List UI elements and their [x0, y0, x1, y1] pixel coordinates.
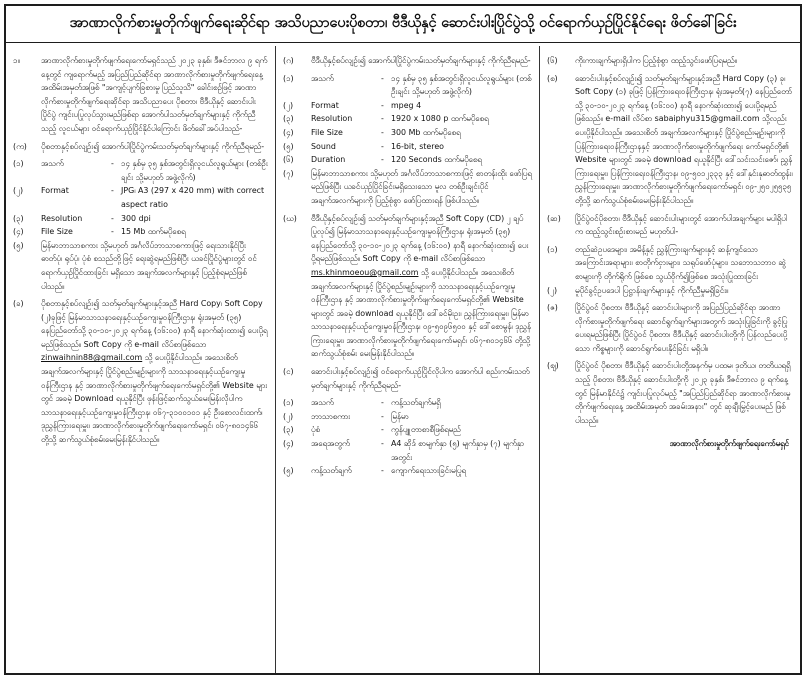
item-dash: -	[111, 186, 114, 196]
item-number: (၂)	[13, 186, 24, 196]
item-value: တည်ဆဲဥပဒေများ၊ အမိန့်နှင့် ညွှန်ကြားချက်များနှင့် ဆန့်ကျင်သော အကြောင်းအရာများ၊ စာတိုက်ငှားများ၊ သရုပ်ဖော်ပုံများ၊ သဘောသဘာဝ ဆွဲစာများကို တိုက်ရိုက် ဖြစ်စေ သွယ်ဝိုက်၍ဖြစ်စေ အသုံးပြုထားခြင်း	[575, 244, 787, 281]
item-value: ကျောက်ရေးသားခြင်းမပြုရ	[391, 466, 466, 476]
section-text: ဆောင်းပါးနှင့်စပ်လျဉ်း၍ ဝင်ရောက်ယှဉ်ပြိုင်လိုပါက အောက်ပါ စည်းကမ်းသတ်မှတ်ချက်များနှင့် ကိုက်ညီရမည်-	[311, 367, 530, 390]
item-number: (၂)	[283, 100, 294, 110]
item-value: မြန်မာဘာသာစကား သို့မဟုတ် အင်္ဂလိပ်ဘာသာစကားဖြင့် ရေးသားနိုင်ပြီး ဓာတ်ပုံ၊ ရုပ်ပုံ၊ ပုံစံ စသည်တို့ဖြင့် ရေးဆွဲရမည်ဖြစ်ပြီး ယခင်ပြိုင်ပွဲများတွင် ဝင်ရောက်ယှဉ်ပြိုင်ထားခြင်း မရှိသော အချက်အလက်များနှင့် ပြည့်စုံရမည်ဖြစ်ပါသည်။	[41, 240, 257, 291]
item-key: အသက်	[311, 73, 334, 83]
item-value: မူပိုင်ခွင့်ဥပဒေပါ ပြဋ္ဌာန်းချက်များနှင့် ကိုက်ညီမှုမရှိခြင်း။	[575, 285, 729, 295]
item-number: (၆)	[283, 155, 294, 165]
section-number: (ဂ)	[283, 56, 294, 65]
list-item	[283, 410, 532, 424]
list-item	[283, 464, 532, 478]
section-poster-submission	[13, 297, 268, 447]
list-item	[283, 437, 532, 464]
item-dash: -	[381, 100, 384, 110]
item-value: mpeg 4	[391, 100, 422, 110]
item-number: (၄)	[13, 227, 24, 237]
item-value: မြန်မာဘာသာစကား သို့မဟုတ် အင်္ဂလိပ်ဘာသာစကားဖြင့် စာတန်းထိုး ဖော်ပြရမည်ဖြစ်ပြီး ယခင်ယှဉ်ပြိုင်ခြင်းမရှိသေးသော မူလ တစ်ဦးချင်းပိုင် အချက်အလက်များကို ပြည့်စုံစွာ ဖော်ပြထားရန် ဖြစ်ပါသည်။	[311, 168, 532, 205]
list-item	[283, 423, 532, 437]
item-key: Format	[41, 186, 69, 196]
item-number: (၃)	[283, 425, 294, 435]
section-text	[41, 297, 268, 447]
item-key: ကန့်သတ်ချက်	[311, 466, 352, 476]
item-number: (၅)	[13, 240, 24, 250]
list-item	[283, 126, 532, 140]
section-text	[311, 212, 532, 362]
item-number: (၄)	[283, 127, 294, 137]
list-item	[283, 396, 532, 410]
item-number: (၂)	[547, 285, 558, 295]
item-key: အရေအတွက်	[311, 439, 350, 449]
section-number: (င)	[283, 367, 294, 377]
item-number: (၅)	[283, 141, 294, 151]
item-dash: -	[381, 141, 384, 151]
item-number: (၁)	[283, 398, 294, 408]
item-number: (၁)	[13, 159, 24, 169]
section-text-part: ဗီဒီယိုနှင့်စပ်လျဉ်း၍ သတ်မှတ်ချက်များနှင့်အညီ Soft Copy (CD) ၂ ချပ် ပြုလုပ်၍ မြန်မာသာသနာရေးနှင့်ယဉ်ကျေးမှုဝန်ကြီးဌာန၊ ရုံးအမှတ် (၃၅) နေပြည်တော်သို့ ၃၀-၁၀-၂၀၂၃ ရက်နေ့ (၁၆:၀၀) နာရီ နောက်ဆုံးထား၍ ပေးပို့ရမည်ဖြစ်သည်။ Soft Copy ကို e-mail လိပ်စာဖြစ်သော	[311, 213, 529, 264]
item-key: အသက်	[311, 398, 334, 408]
item-value: ကွန်ပျူတာစာစီဖြစ်ရမည်	[391, 425, 461, 435]
list-item	[13, 157, 268, 184]
section-text: ပိုစတာနှင့်စပ်လျဉ်း၍ အောက်ပါပြိုင်ပွဲကမ်းသတ်မှတ်ချက်များနှင့် ကိုက်ညီရမည်-	[41, 141, 265, 151]
list-item	[13, 225, 268, 239]
item-value: ကန့်သတ်ချက်မရှိ	[391, 398, 441, 408]
item-number: (၃)	[13, 213, 24, 223]
item-value: 300 Mb ထက်မပိုစေရ	[391, 127, 461, 137]
section-article-rules	[283, 365, 532, 392]
item-value: ၁၄ နှစ်မှ ၃၅ နှစ်အတွင်းရှိလူငယ်လူရွယ်များ (တစ်ဦးချင်း သို့မဟုတ် အဖွဲ့လိုက်)	[391, 73, 532, 97]
section-usage-rights	[547, 301, 793, 355]
item-dash: -	[111, 227, 114, 237]
section-number: (စ)	[547, 73, 558, 83]
section-number: (ဃ)	[283, 213, 297, 223]
item-key: ပုံစံ	[311, 425, 320, 435]
email-link[interactable]: zinwaihnin88@gmail.com	[41, 353, 143, 363]
item-number: (၇)	[283, 168, 294, 178]
list-item	[547, 54, 793, 68]
column-2	[276, 46, 540, 673]
item-key: ဘာသာစကား	[311, 411, 351, 421]
section-video-submission	[283, 212, 532, 362]
section-article-submission	[547, 72, 793, 208]
item-value: 16-bit, stereo	[391, 141, 445, 151]
item-key: Sound	[311, 141, 336, 151]
section-number: (က)	[13, 141, 27, 151]
item-dash: -	[381, 398, 384, 408]
item-dash: -	[381, 439, 384, 449]
list-item	[283, 140, 532, 154]
item-number: (၅)	[283, 466, 294, 476]
item-dash: -	[381, 73, 384, 83]
paragraph-text: အာဏာလိုက်စားမှုတိုက်ဖျက်ရေးကော်မရှင်သည် ၂၀၂၃ ခုနှစ်၊ ဒီဇင်ဘာလ ၉ ရက်နေ့တွင် ကျရောက်မည့် အပြည်ပြည်ဆိုင်ရာ အာဏာလိုက်စားမှုတိုက်ဖျက်ရေးနေ့ အထိမ်းအမှတ်အဖြစ် "အကျင့်ပျက်ခြစားမှု ပြည်သူသိ" ခေါင်းစဉ်ဖြင့် အာဏာလိုက်စားမှုတိုက်ဖျက်ရေးဆိုင်ရာ အသိပညာပေး ပိုစတာ၊ ဗီဒီယိုနှင့် ဆောင်းပါးပြိုင်ပွဲ ကျင်းပပြုလုပ်သွားမည်ဖြစ်ရာ အောက်ပါသတ်မှတ်ချက်များနှင့် ကိုက်ညီသည့် လူငယ်များ ဝင်ရောက်ယှဉ်ပြိုင်နိုင်ပါကြောင်း ဖိတ်ခေါ်အပ်ပါသည်-	[41, 56, 268, 133]
section-text-part: သို့ ပေးပို့နိုင်ပါသည်။ အသေးစိတ် အချက်အလက်များနှင့် ပြိုင်ပွဲစည်းမျဉ်းများကို သာသနာရေးနှင့်ယဉ်ကျေးမှုဝန်ကြီးဌာန နှင့် အာဏာလိုက်စားမှုတိုက်ဖျက်ရေးကော်မရှင်တို့၏ Website များတွင် အခမဲ့ Download ရယူနိုင်ပြီး ဖုန်းဖြင့်ဆက်သွယ်မေးမြန်းလိုပါက သာသနာရေးနှင့်ယဉ်ကျေးမှုဝန်ကြီးဌာန၊ ၀၆၇-၃၁၀၀၁၀၁ နှင့် ဦးစောလင်းထက်၊ ဒုညွှန်ကြားရေးမှူး၊ အာဏာလိုက်စားမှုတိုက်ဖျက်ရေးကော်မရှင်၊ ၀၆၇-၈၀၁၄၆၆ တို့သို့ ဆက်သွယ်စုံစမ်းမေးမြန်းနိုင်ပါသည်။	[41, 353, 268, 445]
item-value: 120 Seconds ထက်မပိုစေရ	[391, 155, 482, 165]
item-value: 1920 x 1080 p ထက်မပိုစေရ	[391, 114, 489, 124]
item-dash: -	[111, 159, 114, 169]
signature: အာဏာလိုက်စားမှုတိုက်ဖျက်ရေးကော်မရှင်	[669, 439, 789, 449]
section-text-part: သို့ ပေးပို့နိုင်ပါသည်။ အသေးစိတ် အချက်အလက်များနှင့် ပြိုင်ပွဲစည်းမျဉ်းများကို သာသနာရေးနှင့်ယဉ်ကျေးမှုဝန်ကြီးဌာန နှင့် အာဏာလိုက်စားမှုတိုက်ဖျက်ရေးကော်မရှင်တို့၏ Website များတွင် အခမဲ့ download ရယူနိုင်ပြီး ဒေါ်ခင်မိုးဥး၊ ညွှန်ကြားရေးမှူး၊ မြန်မာသာသနာရေးနှင့်ယဉ်ကျေးမှုဝန်ကြီးဌာန၊ ၀၉-၅၀၉၆၅၀၀ နှင့် ဒေါ်စောမွန်၊ ဒုညွှန်ကြားရေးမှူး၊ အာဏာလိုက်စားမှုတိုက်ဖျက်ရေးကော်မရှင်၊ ၀၆၇-၈၀၁၄၆၆ တို့သို့ ဆက်သွယ်စုံစမ်း မေးမြန်းနိုင်ပါသည်။	[311, 267, 531, 359]
item-value: 300 dpi	[121, 213, 151, 223]
item-number: (၄)	[283, 439, 294, 449]
notice-columns	[6, 46, 800, 673]
section-text: ပြိုင်ပွဲဝင် ပိုစတာ၊ ဗီဒီယိုနှင့် ဆောင်းပါးတို့အနက်မှ ပထမ၊ ဒုတိယ၊ တတိယရရှိသည့် ပိုစတာ၊ ဗီဒီယိုနှင့် ဆောင်းပါးတို့ကို ၂၀၂၃ ခုနှစ်၊ ဒီဇင်ဘာလ ၉ ရက်နေ့တွင် မြန်မာနိုင်ငံ၌ ကျင်းပပြုလုပ်မည့် "အပြည်ပြည်ဆိုင်ရာ အာဏာလိုက်စားမှု တိုက်ဖျက်ရေးနေ့ အထိမ်းအမှတ် အခမ်းအနား" တွင် ဆုချီးမြှင့်ပေးမည် ဖြစ်ပါသည်။	[575, 361, 791, 425]
section-poster-rules	[13, 140, 268, 154]
list-item	[547, 284, 793, 298]
paragraph-number: ၁။	[13, 56, 20, 65]
list-item	[283, 99, 532, 113]
item-dash: -	[381, 155, 384, 165]
item-dash: -	[381, 425, 384, 435]
item-value: JPG၊ A3 (297 x 420 mm) with correct aspect ratio	[121, 186, 265, 209]
item-key: File Size	[311, 127, 343, 137]
section-number: (ဆ)	[547, 213, 561, 223]
item-number: (၁)	[547, 244, 558, 254]
list-item	[547, 243, 793, 284]
item-number: (၆)	[547, 56, 558, 65]
section-text: ပြိုင်ပွဲဝင် ပိုစတာ၊ ဗီဒီယိုနှင့် ဆောင်းပါးများကို အပြည်ပြည်ဆိုင်ရာ အာဏာလိုက်စားမှုတိုက်ဖျက်ရေး ဆောင်ရွက်ချက်များအတွက် အသုံးပြုခြင်းကို ခွင့်ပြုပေးရမည်ဖြစ်ပြီး ပြိုင်ပွဲဝင် ပိုစတာ၊ ဗီဒီယိုနှင့် ဆောင်းပါးတို့ကို ပြန်လည်ပေးပို့သော ကိစ္စများကို ဆောင်ရွက်ပေးနိုင်ခြင်း မရှိပါ။	[575, 303, 788, 353]
column-3	[540, 46, 800, 673]
item-key: File Size	[41, 227, 73, 237]
notice-title: အာဏာလိုက်စားမှုတိုက်ဖျက်ရေးဆိုင်ရာ အသိပညာပေးပိုစတာ၊ ဗီဒီယိုနှင့် ဆောင်းပါးပြိုင်ပွဲသို့ ဝင်ရောက်ယှဉ်ပြိုင်နိုင်ရေး ဖိတ်ခေါ်ခြင်း	[6, 6, 800, 43]
list-item	[13, 239, 268, 293]
item-dash: -	[381, 127, 384, 137]
item-key: Format	[311, 100, 339, 110]
item-value: A4 ဆိုဒ် စာမျက်နှာ (၅) မျက်နှာမှ (၇) မျက်နှာအတွင်း	[391, 439, 524, 462]
section-number: (ခ)	[13, 299, 24, 309]
list-item	[283, 112, 532, 126]
section-text: ဆောင်းပါးနှင့်စပ်လျဉ်း၍ သတ်မှတ်ချက်များနှင့်အညီ Hard Copy (၃) ခု၊ Soft Copy (၁) ခုဖြင့် ပြန်ကြားရေးဝန်ကြီးဌာန၊ ရုံးအမှတ်(၇) နေပြည်တော်သို့ ၃၀-၁၀-၂၀၂၃ ရက်နေ့ (၁၆:၀၀) နာရီ နောက်ဆုံးထား၍ ပေးပို့ရမည်ဖြစ်သည်။ e-mail လိပ်စာ sabaiphyu315@gmail.com သို့လည်း ပေးပို့နိုင်ပါသည်။ အသေးစိတ် အချက်အလက်များနှင့် ပြိုင်ပွဲစည်းမျဉ်းများကို ပြန်ကြားရေးဝန်ကြီးဌာနနှင့် အာဏာလိုက်စားမှုတိုက်ဖျက်ရေး ကော်မရှင်တို့၏ Website များတွင် အခမဲ့ download ရယူနိုင်ပြီး ဒေါ်သင်းသင်းဇော်၊ ညွှန်ကြားရေးမှူး၊ ပြန်ကြားရေးဝန်ကြီးဌာန၊ ၀၉-၅၀၁၂၃၃၃ နှင့် ဒေါ်နှင်းနုဓာတ်ထွန်း၊ ညွှန်ကြားရေးမှူး၊ အာဏာလိုက်စားမှုတိုက်ဖျက်ရေးကော်မရှင်၊ ၀၉-၂၅၀၂၅၅၃၅ တို့သို့ ဆက်သွယ်စုံစမ်းမေးမြန်းနိုင်ပါသည်။	[575, 73, 793, 205]
section-number: (ဈ)	[547, 361, 559, 371]
item-value: 15 Mb ထက်မပိုစေရ	[121, 227, 186, 237]
section-text: ဗီဒီယိုနှင့်စပ်လျဉ်း၍ အောက်ပါပြိုင်ပွဲကမ်းသတ်မှတ်ချက်များနှင့် ကိုက်ညီရမည်-	[311, 56, 531, 65]
item-key: အသက်	[41, 159, 64, 169]
item-number: (၂)	[283, 411, 294, 421]
item-value: ကိုးကားချက်များရှိပါက ပြည့်စုံစွာ ထည့်သွင်းဖော်ပြရမည်။	[575, 56, 737, 65]
item-dash: -	[381, 114, 384, 124]
item-key: Resolution	[41, 213, 83, 223]
list-item	[283, 72, 532, 99]
section-awards	[547, 359, 793, 427]
item-key: Duration	[311, 155, 346, 165]
item-value: မြန်မာ	[391, 411, 409, 421]
item-number: (၁)	[283, 73, 294, 83]
section-exclusions	[547, 212, 793, 239]
item-key: Resolution	[311, 114, 353, 124]
item-dash: -	[381, 466, 384, 476]
item-value: ၁၄ နှစ်မှ ၃၅ နှစ်အတွင်းရှိလူငယ်လူရွယ်များ (တစ်ဦးချင်း သို့မဟုတ် အဖွဲ့လိုက်)	[121, 159, 268, 182]
paragraph-1	[13, 54, 268, 136]
item-dash: -	[381, 411, 384, 421]
section-video-rules	[283, 54, 532, 68]
list-item	[283, 153, 532, 167]
section-number: (ဇ)	[547, 303, 558, 313]
column-1	[6, 46, 276, 673]
item-dash: -	[111, 213, 114, 223]
list-item	[283, 167, 532, 208]
email-link[interactable]: ms.khinmoeou@gmail.com	[311, 267, 419, 277]
section-text: ပြိုင်ပွဲဝင်ပိုစတာ၊ ဗီဒီယိုနှင့် ဆောင်းပါးများတွင် အောက်ပါအချက်များ မပါရှိပါက ထည့်သွင်းစဉ်းစားမည် မဟုတ်ပါ-	[575, 213, 788, 237]
list-item	[13, 184, 268, 211]
item-number: (၃)	[283, 114, 294, 124]
notice-frame	[4, 4, 802, 675]
list-item	[13, 212, 268, 226]
section-text-part: ပိုစတာနှင့်စပ်လျဉ်း၍ သတ်မှတ်ချက်များနှင့်အညီ Hard Copy၊ Soft Copy (၂)ခုဖြင့် မြန်မာသာသနာရေးနှင့်ယဉ်ကျေးမှုဝန်ကြီးဌာန၊ ရုံးအမှတ် (၃၅) နေပြည်တော်သို့ ၃၀-၁၀-၂၀၂၃ ရက်နေ့ (၁၆:၀၀) နာရီ နောက်ဆုံးထား၍ ပေးပို့ရမည်ဖြစ်သည်။ Soft Copy ကို e-mail လိပ်စာဖြစ်သော	[41, 299, 268, 349]
